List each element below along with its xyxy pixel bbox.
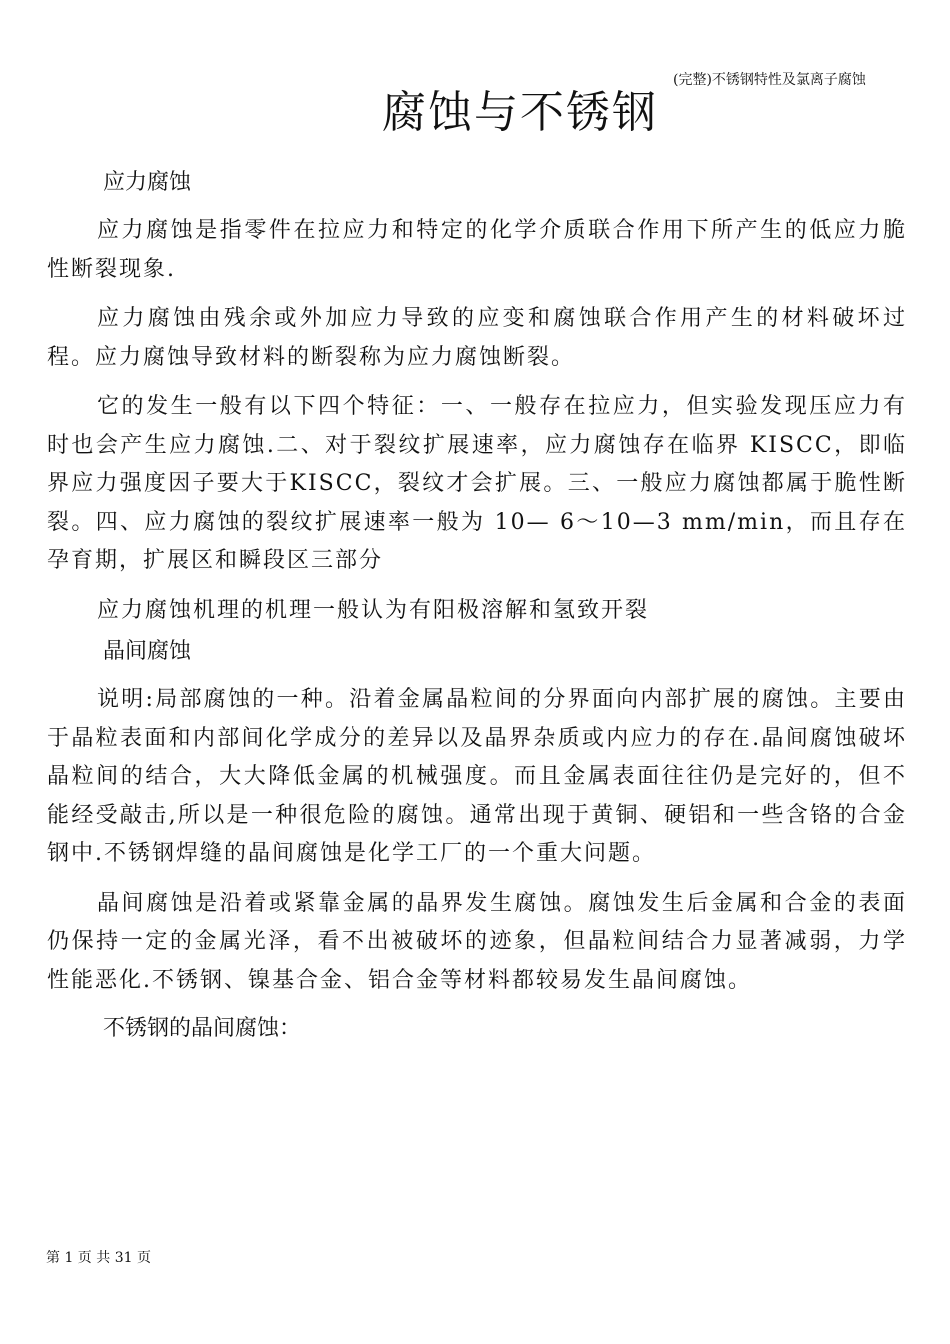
section-heading-stainless-intergranular: 不锈钢的晶间腐蚀： [103, 1016, 302, 1041]
page-footer: 第 1 页 共 31 页 [46, 1250, 151, 1266]
document-title: 腐蚀与不锈钢 [382, 87, 658, 138]
header-note: (完整)不锈钢特性及氯离子腐蚀 [673, 72, 866, 88]
document-body [47, 165, 907, 1058]
section-heading-intergranular-corrosion: 晶间腐蚀 [103, 639, 192, 664]
paragraph: 应力腐蚀是指零件在拉应力和特定的化学介质联合作用下所产生的低应力脆性断裂现象. [47, 218, 907, 282]
paragraph: 说明:局部腐蚀的一种。沿着金属晶粒间的分界面向内部扩展的腐蚀。主要由于晶粒表面和内部间化学成分的差异以及晶界杂质或内应力的存在.晶间腐蚀破坏晶粒间的结合，大大降低金属的机械强度。而且金属表面往往仍是完好的，但不能经受敲击,所以是一种很危险的腐蚀。通常出现于黄铜、硬铝和一些含铬的合金钢中.不锈钢焊缝的晶间腐蚀是化学工厂的一个重大问题。 [47, 687, 907, 866]
paragraph: 应力腐蚀机理的机理一般认为有阳极溶解和氢致开裂 [97, 597, 650, 623]
section-heading-stress-corrosion: 应力腐蚀 [103, 170, 192, 195]
paragraph: 它的发生一般有以下四个特征：一、一般存在拉应力，但实验发现压应力有时也会产生应力腐蚀.二、对于裂纹扩展速率，应力腐蚀存在临界 KISCC，即临界应力强度因子要大于KISCC，裂纹才会扩展。三、一般应力腐蚀都属于脆性断裂。四、应力腐蚀的裂纹扩展速率一般为 10— 6～10—3 mm/min，而且存在孕育期，扩展区和瞬段区三部分 [47, 394, 907, 573]
paragraph: 应力腐蚀由残余或外加应力导致的应变和腐蚀联合作用产生的材料破坏过程。应力腐蚀导致材料的断裂称为应力腐蚀断裂。 [47, 306, 907, 370]
paragraph: 晶间腐蚀是沿着或紧靠金属的晶界发生腐蚀。腐蚀发生后金属和合金的表面仍保持一定的金属光泽，看不出被破坏的迹象，但晶粒间结合力显著减弱，力学性能恶化.不锈钢、镍基合金、铝合金等材料都较易发生晶间腐蚀。 [47, 890, 907, 993]
